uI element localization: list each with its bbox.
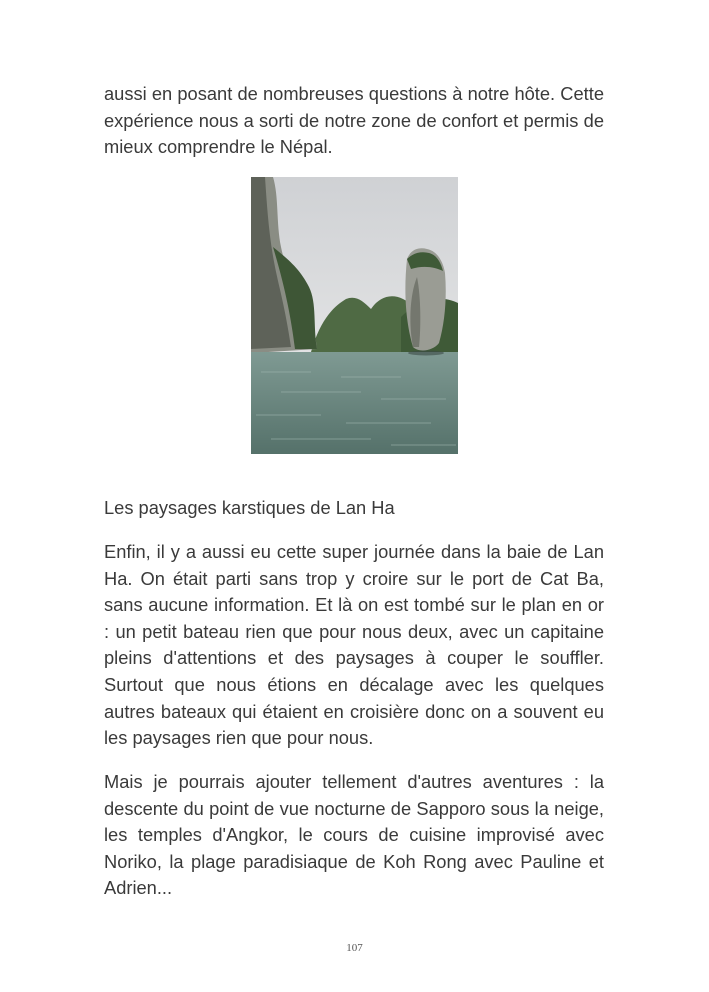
lan-ha-photo xyxy=(251,177,458,454)
page-number: 107 xyxy=(346,942,363,954)
paragraph-other-adventures: Mais je pourrais ajouter tellement d'autres aventures : la descente du point de vue nocturne de Sapporo sous la neige, les temples d'Angkor, le cours de cuisine improvisé avec Noriko, la plage paradisiaque de Koh Rong avec Pauline et Adrien... xyxy=(104,771,604,899)
paragraph-nepal-end: aussi en posant de nombreuses questions à notre hôte. Cette expérience nous a sorti de notre zone de confort et permis de mieux comprendre le Népal. xyxy=(104,83,604,158)
paragraph-lan-ha: Enfin, il y a aussi eu cette super journée dans la baie de Lan Ha. On était parti sans trop y croire sur le port de Cat Ba, sans aucune information. Et là on est tombé sur le plan en or : un petit bateau rien que pour nous deux, avec un capitaine pleins d'attentions et des paysages à couper le souffler. Surtout que nous étions en décalage avec les quelques autres bateaux qui étaient en croisière donc on a souvent eu les paysages rien que pour nous. xyxy=(104,541,604,749)
photo-caption: Les paysages karstiques de Lan Ha xyxy=(104,497,395,518)
